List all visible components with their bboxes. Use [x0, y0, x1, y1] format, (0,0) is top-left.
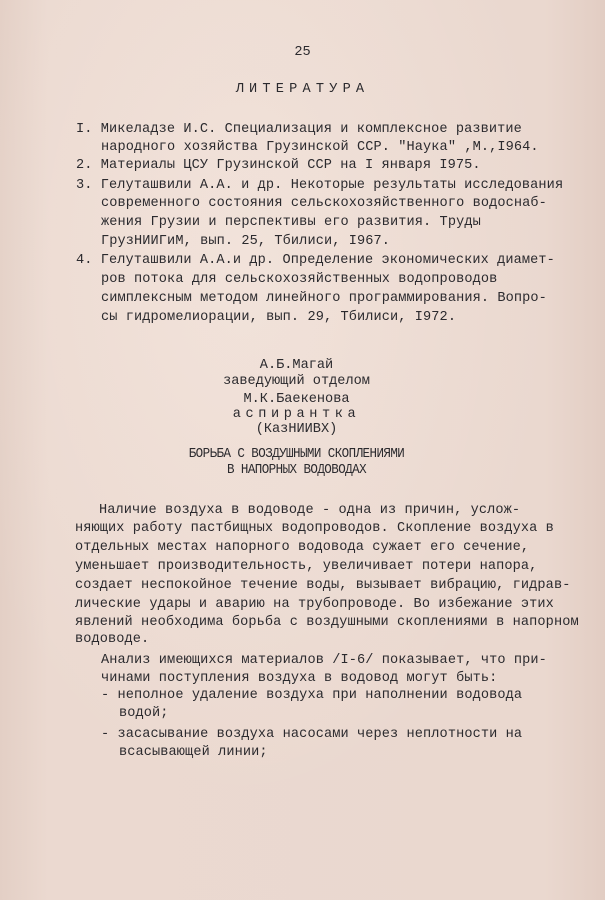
bullet-2-line-1: - засасывание воздуха насосами через неплотности на [101, 727, 523, 742]
literature-heading: ЛИТЕРАТУРА [235, 82, 370, 97]
reference-3-line-3: жения Грузии и перспективы его развития. Труды [101, 215, 481, 230]
bullet-1-line-2: водой; [119, 706, 169, 721]
paragraph-1-line-6: лические удары и аварию на трубопроводе. Во избежание этих [75, 597, 554, 612]
author-2-role: аспирантка [232, 407, 361, 422]
reference-2-line-1: 2. Материалы ЦСУ Грузинской ССР на I января I975. [76, 158, 481, 173]
reference-4-line-3: симплексным методом линейного программирования. Вопро- [101, 291, 547, 306]
paragraph-2-line-1: Анализ имеющихся материалов /I-6/ показывает, что при- [101, 653, 547, 668]
paragraph-1-line-5: создает неспокойное течение воды, вызывает вибрацию, гидрав- [75, 578, 571, 593]
article-title-line-1: БОРЬБА С ВОЗДУШНЫМИ СКОПЛЕНИЯМИ [188, 447, 405, 462]
reference-3-line-4: ГрузНИИГиМ, вып. 25, Тбилиси, I967. [101, 234, 391, 249]
reference-3-line-2: современного состояния сельскохозяйственного водоснаб- [101, 196, 547, 211]
paragraph-1-line-8: водоводе. [75, 632, 150, 647]
paragraph-1-line-3: отдельных местах напорного водовода сужает его сечение, [75, 540, 530, 555]
paragraph-2-line-2: чинами поступления воздуха в водовод могут быть: [101, 671, 498, 686]
reference-1-line-1: I. Микеладзе И.С. Специализация и комплексное развитие [76, 122, 522, 137]
reference-4-line-1: 4. Гелуташвили А.А.и др. Определение экономических диамет- [76, 253, 555, 268]
author-1-role: заведующий отделом [223, 374, 370, 389]
page-number: 25 [294, 45, 311, 60]
reference-3-line-1: 3. Гелуташвили А.А. и др. Некоторые результаты исследования [76, 178, 564, 193]
author-2-name: М.К.Баекенова [243, 392, 350, 407]
paragraph-1-line-4: уменьшает производительность, увеличивает потери напора, [75, 559, 538, 574]
paragraph-1-line-1: Наличие воздуха в водоводе - одна из причин, услож- [99, 503, 521, 518]
author-1-name: А.Б.Магай [259, 358, 334, 373]
paragraph-1-line-7: явлений необходима борьба с воздушными скоплениями в напорном [75, 615, 579, 630]
paragraph-1-line-2: няющих работу пастбищных водопроводов. Скопление воздуха в [75, 521, 554, 536]
article-title-line-2: В НАПОРНЫХ ВОДОВОДАХ [226, 463, 367, 478]
author-2-org: (КазНИИВХ) [255, 422, 338, 437]
reference-1-line-2: народного хозяйства Грузинской ССР. "Наука" ,М.,I964. [101, 140, 539, 155]
bullet-1-line-1: - неполное удаление воздуха при наполнении водовода [101, 688, 523, 703]
reference-4-line-2: ров потока для сельскохозяйственных водопроводов [101, 272, 498, 287]
bullet-2-line-2: всасывающей линии; [119, 745, 268, 760]
reference-4-line-4: сы гидромелиорации, вып. 29, Тбилиси, I972. [101, 310, 457, 325]
